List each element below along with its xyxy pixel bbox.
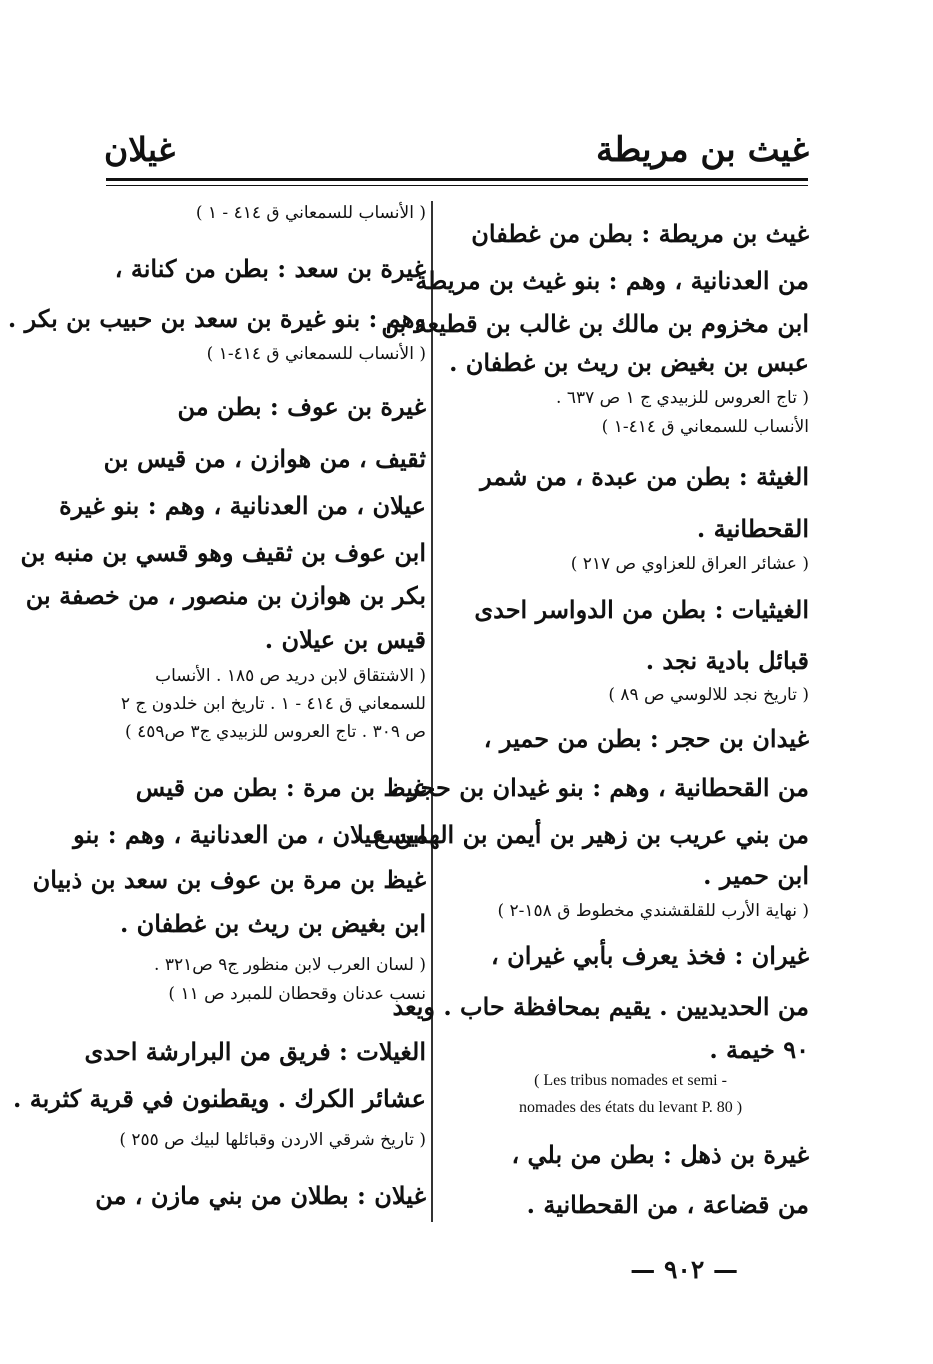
left-text-column [7, 198, 426, 1222]
entry-line: غيلان : بطلان من بني مازن ، من [95, 1181, 426, 1210]
text-line: ابن عوف بن ثقيف وهو قسي بن منبه بن [20, 538, 426, 567]
citation-line: ( تاريخ نجد للالوسي ص ٨٩ ) [608, 685, 809, 705]
citation-line: ( الأنساب للسمعاني ق ٤١٤ - ١ ) [195, 203, 426, 223]
text-line: من العدنانية ، وهم : بنو غيث بن مريطة [415, 266, 809, 295]
citation-line: ( نهاية الأرب للقلقشندي مخطوط ق ١٥٨-٢ ) [497, 901, 809, 921]
citation-line: ( الأنساب للسمعاني ق ٤١٤-١ ) [206, 344, 426, 364]
citation-line: ( تاج العروس للزبيدي ج ١ ص ٦٣٧ . [556, 388, 809, 408]
text-line: من القحطانية ، وهم : بنو غيدان بن حجر ، [391, 773, 809, 802]
citation-line: الأنساب للسمعاني ق ٤١٤-١ ) [601, 417, 809, 437]
text-line: ابن مخزوم بن مالك بن غالب بن قطيعة بن [381, 309, 809, 338]
text-line: من الحديديين . يقيم بمحافظة حاب . ويعد [392, 992, 809, 1021]
entry-line: غيظ بن مرة : بطن من قيس [135, 773, 426, 802]
citation-line: للسمعاني ق ٤١٤ - ١ . تاريخ ابن خلدون ج ٢ [120, 694, 426, 714]
entry-line: غيران : فخذ يعرف بأبي غيران ، [490, 941, 809, 970]
text-line: وهم : بنو غيرة بن سعد بن حبيب بن بكر . [7, 304, 426, 333]
text-line: بكر بن هوازن بن منصور ، من خصفة بن [25, 581, 426, 610]
text-line: ابن عيلان ، من العدنانية ، وهم : بنو [73, 820, 426, 849]
entry-line: غيرة بن عوف : بطن من [177, 392, 426, 421]
text-line: عبس بن بغيض بن ريث بن غطفان . [449, 348, 809, 377]
french-citation-line: ( Les tribus nomades et semi - [534, 1072, 727, 1089]
text-line: ٩٠ خيمة . [709, 1035, 809, 1064]
entry-line: الغيثة : بطن من عبدة ، من شمر [480, 462, 809, 491]
citation-line: ( الاشتقاق لابن دريد ص ١٨٥ . الأنساب [155, 666, 426, 686]
running-header [104, 128, 809, 172]
text-line: قيس بن عيلان . [264, 625, 426, 654]
text-line: ابن حمير . [703, 861, 809, 890]
citation-line: نسب عدنان وقحطان للمبرد ص ١١ ) [168, 984, 426, 1004]
french-citation-line: nomades des états du levant P. 80 ) [518, 1099, 743, 1116]
page-number: — ٩٠٢ — [630, 1255, 738, 1284]
text-line: عيلان ، من العدنانية ، وهم : بنو غيرة [59, 491, 426, 520]
entry-line: غيدان بن حجر : بطن من حمير ، [483, 724, 809, 753]
entry-line: الغيلات : فريق من البرارشة احدى [84, 1037, 426, 1066]
citation-line: ( تاريخ شرقي الاردن وقبائلها لبيك ص ٢٥٥ ) [119, 1130, 426, 1150]
entry-line: الغيثيات : بطن من الدواسر احدى [474, 595, 809, 624]
text-line: ابن بغيض بن ريث بن غطفان . [119, 909, 426, 938]
citation-line: ( لسان العرب لابن منظور ج٩ ص٣٢١ . [154, 955, 426, 975]
citation-line: ص ٣٠٩ . تاج العروس للزبيدي ج٣ ص٤٥٩ ) [125, 722, 426, 742]
text-line: عشائر الكرك . ويقطنون في قرية كثربة . [13, 1084, 426, 1113]
text-line: القحطانية . [696, 514, 809, 543]
header-thick-rule [106, 178, 808, 181]
text-line: غيظ بن مرة بن عوف بن سعد بن ذبيان [32, 865, 426, 894]
header-thin-rule [106, 185, 808, 186]
column-divider [431, 201, 433, 1222]
citation-line: ( عشائر العراق للعزاوي ص ٢١٧ ) [570, 554, 809, 574]
text-line: قبائل بادية نجد . [645, 646, 809, 675]
running-header-left-title: غيلان [104, 130, 176, 169]
text-line: من قضاعة ، من القحطانية . [526, 1190, 809, 1219]
text-line: من بني عريب بن زهير بن أيمن بن الهميسع [373, 820, 809, 849]
right-text-column [373, 200, 809, 1230]
text-line: ثقيف ، من هوازن ، من قيس بن [103, 444, 426, 473]
entry-line: غيث بن مريطة : بطن من غطفان [471, 219, 809, 248]
running-header-right-title: غيث بن مريطة [596, 130, 809, 170]
entry-line: غيرة بن سعد : بطن من كنانة ، [114, 254, 426, 283]
entry-line: غيرة بن ذهل : بطن من بلي ، [511, 1140, 809, 1169]
